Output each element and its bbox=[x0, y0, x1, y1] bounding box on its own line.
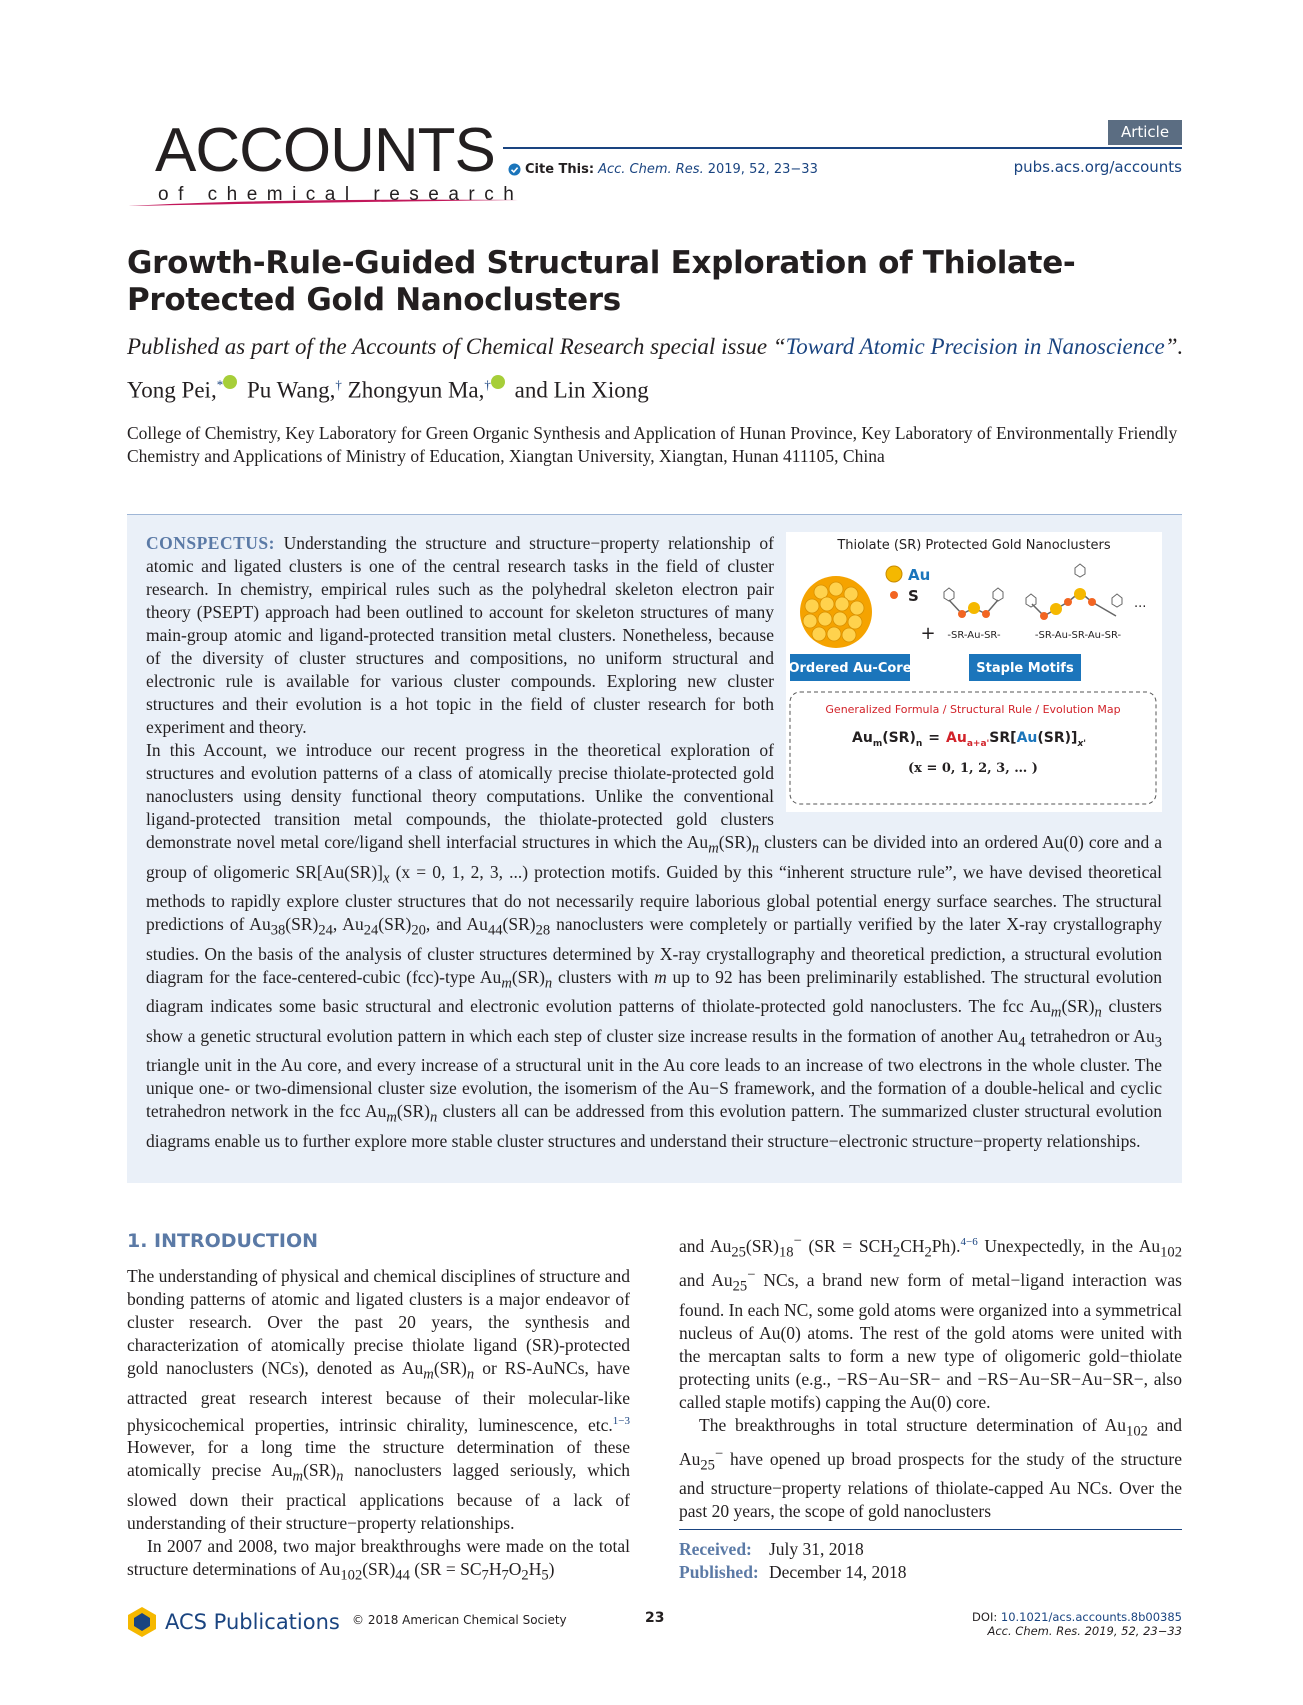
author-name[interactable]: Pu Wang, bbox=[246, 377, 336, 403]
intro-paragraph: The understanding of physical and chemical disciplines of structure and bonding patterns of atomic and ligated clusters is a major endeavor of cluster research. Over the past 20 years, the synthesis and characterization of atomically precise thiolate ligand (SR)-protected gold nanoclusters (NCs), denoted as $Au_m(SR)_n$ or RS-AuNCs, have attracted great research interest because of their molecular-like physicochemical properties, intrinsic chirality, luminescence, etc.$^{1-3}$ However, for a long time the structure determination of these atomically precise $Au_m(SR)_n$ nanoclusters lagged seriously, which slowed down their practical applications because of a lack of understanding of their structure−property relationships. bbox=[127, 1266, 630, 1533]
check-badge-icon bbox=[508, 163, 521, 176]
doi-link[interactable]: 10.1021/acs.accounts.8b00385 bbox=[1000, 1610, 1182, 1624]
article-title: Growth-Rule-Guided Structural Exploration of Thiolate-Protected Gold Nanoclusters bbox=[127, 245, 1076, 318]
publisher-name: ACS Publications bbox=[165, 1610, 340, 1634]
dates-rule bbox=[679, 1529, 1182, 1530]
body-column-right bbox=[679, 1230, 1182, 1523]
staple-label: Staple Motifs bbox=[976, 661, 1074, 676]
orcid-icon[interactable] bbox=[491, 375, 505, 389]
published-label: Published: bbox=[679, 1562, 759, 1582]
motif-1-label: -SR-Au-SR- bbox=[947, 630, 1001, 641]
special-issue-link[interactable]: Toward Atomic Precision in Nanoscience bbox=[785, 334, 1165, 359]
article-type-badge: Article bbox=[1108, 120, 1182, 145]
legend-au: Au bbox=[908, 566, 931, 584]
orcid-icon[interactable] bbox=[223, 375, 237, 389]
conspectus-label: CONSPECTUS: bbox=[146, 533, 275, 553]
intro-paragraph: and $Au_{25}(SR)_{18}^-$ $(SR = SCH_2CH_2Ph).^{4-6}$ Unexpectedly, in the $Au_{102}$ and $Au_{25}^-$ NCs, a brand new form of metal−ligand interaction was found. In each NC, some gold atoms were organized into a symmetrical nucleus of Au(0) atoms. The rest of the gold atoms were united with the mercaptan salts to form a new type of oligomeric gold−thiolate protecting units (e.g., −RS−Au−SR− and −RS−Au−SR−Au−SR−, also called staple motifs) capping the Au(0) core. bbox=[679, 1233, 1182, 1412]
journal-logo: ACCOUNTS bbox=[155, 116, 495, 185]
citation-link[interactable]: 4−6 bbox=[960, 1236, 978, 1248]
publisher-logo[interactable] bbox=[125, 1605, 340, 1639]
intro-paragraph: The breakthroughs in total structure determination of $Au_{102}$ and $Au_{25}^-$ have opened up broad prospects for the study of the structure and structure−property relations of thiolate-capped Au NCs. Over the past 20 years, the scope of gold nanoclusters bbox=[679, 1414, 1182, 1522]
header-rule bbox=[503, 147, 1182, 149]
conspectus-p1: Understanding the structure and structure−property relationship of atomic and ligated clusters is one of the central research tasks in the field of cluster research. In chemistry, empirical rules such as the polyhedral skeleton electron pair theory (PSEPT) approach had been outlined to account for skeleton structures of many main-group atomic and ligand-protected transition metal clusters. Nonetheless, because of the diversity of cluster structures and compositions, no uniform structural and electronic rule is available for various cluster compounds. Exploring new cluster structures and their evolution is a hot topic in the field of cluster research for both experiment and theory. bbox=[146, 533, 775, 737]
journal-url-link[interactable]: pubs.acs.org/accounts bbox=[1013, 158, 1182, 176]
cite-journal[interactable]: Acc. Chem. Res. bbox=[598, 162, 704, 177]
intro-paragraph: In 2007 and 2008, two major breakthroughs were made on the total structure determinations of $Au_{102}(SR)_{44}$ $(SR = SC_7H_7O_2H_5)$ bbox=[127, 1535, 630, 1584]
gold-core-cluster-icon bbox=[800, 576, 872, 648]
gold-atom-icon bbox=[886, 566, 902, 582]
acs-hexagon-icon bbox=[125, 1605, 159, 1639]
affiliation: College of Chemistry, Key Laboratory for Green Organic Synthesis and Application of Hunan Province, Key Laboratory of Environmentally Friendly Chemistry and Applications of Ministry of Education, Xiangtan University, Xiangtan, Hunan 411105, China bbox=[127, 423, 1178, 466]
formula-expression: $Au_m(SR)_n = Au_{a+a'}SR[Au(SR)]_{x'}$ bbox=[852, 730, 1086, 749]
journal-logo-subtitle: of chemical research bbox=[158, 184, 524, 205]
special-issue-note bbox=[127, 334, 1183, 360]
toc-title: Thiolate (SR) Protected Gold Nanoclusters bbox=[837, 538, 1111, 553]
sulfur-atom-icon bbox=[890, 591, 898, 599]
doi-block bbox=[972, 1610, 1182, 1638]
author-name[interactable]: Zhongyun Ma, bbox=[347, 377, 485, 403]
author-mark: † bbox=[335, 377, 342, 392]
section-heading-introduction: 1. INTRODUCTION bbox=[127, 1230, 318, 1252]
author-mark: † bbox=[484, 377, 491, 392]
author-list bbox=[127, 375, 649, 404]
author-mark: * bbox=[216, 377, 224, 392]
received-label: Received: bbox=[679, 1539, 752, 1559]
core-label: Ordered Au-Core bbox=[788, 661, 912, 676]
doi-label: DOI: bbox=[972, 1610, 1001, 1624]
copyright: © 2018 American Chemical Society bbox=[352, 1613, 567, 1627]
formula-note: (x = 0, 1, 2, 3, … ) bbox=[908, 761, 1038, 776]
published-date: December 14, 2018 bbox=[769, 1562, 907, 1582]
special-issue-prefix: Published as part of the Accounts of Chemical Research special issue “ bbox=[127, 334, 786, 359]
author-name[interactable]: and Lin Xiong bbox=[514, 377, 649, 403]
conspectus-paragraph: In this Account, we introduce our recent progress in the theoretical exploration of structures and evolution patterns of a class of atomically precise thiolate-protected gold nanoclusters using density functional theory computations. Unlike the conventional ligand-protected transition metal compounds, the thiolate-protected gold clusters demonstrate novel metal core/ligand shell interfacial structures in which the $Au_m(SR)_n$ clusters can be divided into an ordered Au(0) core and a group of oligomeric $SR[Au(SR)]_x$ (x = 0, 1, 2, 3, ...) protection motifs. Guided by this “inherent structure rule”, we have devised theoretical methods to rapidly explore cluster structures that do not necessarily require laborious global potential energy surface searches. The structural predictions of $Au_{38}(SR)_{24}$, $Au_{24}(SR)_{20}$, and $Au_{44}(SR)_{28}$ nanoclusters were completely or partially verified by the later X-ray crystallography studies. On the basis of the analysis of cluster structures determined by X-ray crystallography and theoretical prediction, a structural evolution diagram for the face-centered-cubic (fcc)-type $Au_m(SR)_n$ clusters with m up to 92 has been preliminarily established. The structural evolution diagram indicates some basic structural and electronic evolution patterns of thiolate-protected gold nanoclusters. The fcc $Au_m(SR)_n$ clusters show a genetic structural evolution pattern in which each step of cluster size increase results in the formation of another $Au_4$ tetrahedron or $Au_3$ triangle unit in the Au core, and every increase of a structural unit in the Au core leads to an increase of two electrons in the whole cluster. The unique one- or two-dimensional cluster size evolution, the isomerism of the Au−S framework, and the formation of a double-helical and cyclic tetrahedron network in the fcc $Au_m(SR)_n$ clusters all can be addressed from this evolution pattern. The summarized cluster structural evolution diagrams enable us to further explore more stable cluster structures and understand their structure−electronic structure−property relationships. bbox=[146, 740, 1163, 1151]
cite-label: Cite This: bbox=[525, 162, 595, 177]
body-column-left bbox=[127, 1230, 630, 1587]
cite-ref[interactable]: 2019, 52, 23−33 bbox=[707, 162, 818, 177]
received-date: July 31, 2018 bbox=[769, 1539, 864, 1559]
toc-graphic bbox=[786, 532, 1162, 812]
special-issue-suffix: ”. bbox=[1164, 334, 1184, 359]
motif-2-label: -SR-Au-SR-Au-SR- bbox=[1034, 630, 1122, 641]
page-number: 23 bbox=[645, 1610, 665, 1626]
footer-citation: Acc. Chem. Res. 2019, 52, 23−33 bbox=[987, 1624, 1182, 1638]
cite-this[interactable] bbox=[508, 162, 818, 177]
article-dates bbox=[679, 1538, 907, 1584]
legend-s: S bbox=[908, 587, 919, 605]
formula-header: Generalized Formula / Structural Rule / Evolution Map bbox=[825, 703, 1121, 716]
author-name[interactable]: Yong Pei, bbox=[127, 377, 217, 403]
citation-link[interactable]: 1−3 bbox=[612, 1414, 630, 1427]
toc-plus: + bbox=[920, 623, 936, 644]
toc-ellipsis: ... bbox=[1134, 596, 1147, 611]
